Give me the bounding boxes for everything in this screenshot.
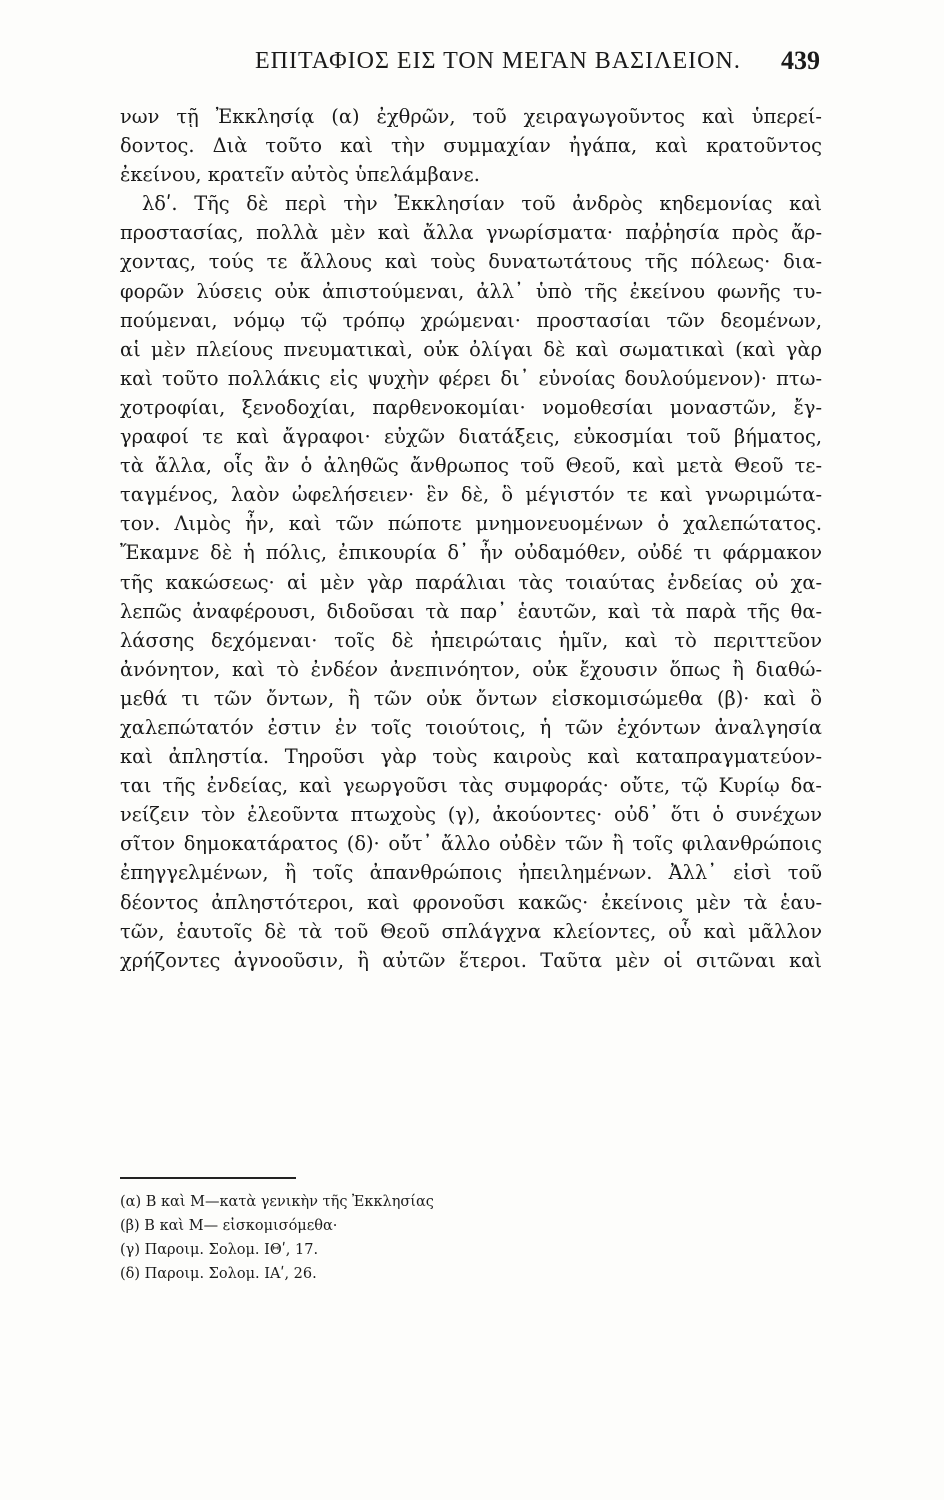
- text-line: φορῶν λύσεις οὐκ ἀπιστούμεναι, ἀλλ᾽ ὑπὸ τῆς ἐκείνου φωνῆς τυ-: [120, 279, 822, 303]
- running-title: ΕΠΙΤΑΦΙΟΣ ΕΙΣ ΤΟΝ ΜΕΓΑΝ ΒΑΣΙΛΕΙΟΝ.: [255, 48, 741, 74]
- text-line: καὶ τοῦτο πολλάκις εἰς ψυχὴν φέρει δι᾽ εὐνοίας δουλούμενον)· πτω-: [120, 366, 822, 390]
- text-line: χοντας, τούς τε ἄλλους καὶ τοὺς δυνατωτάτους τῆς πόλεως· δια-: [120, 250, 822, 274]
- text-line: προστασίας, πολλὰ μὲν καὶ ἄλλα γνωρίσματα· παῤῥησία πρὸς ἄρ-: [120, 221, 822, 245]
- footnote-divider: [120, 1177, 296, 1179]
- text-line: ται τῆς ἐνδείας, καὶ γεωργοῦσι τὰς συμφοράς· οὔτε, τῷ Κυρίῳ δα-: [120, 774, 822, 798]
- text-line: σῖτον δημοκατάρατος (δ)· οὔτ᾽ ἄλλο οὐδὲν τῶν ἢ τοῖς φιλανθρώποις: [120, 832, 822, 856]
- text-line: δέοντος ἀπληστότεροι, καὶ φρονοῦσι κακῶς· ἐκείνοις μὲν τὰ ἑαυ-: [120, 890, 822, 914]
- text-line: τον. Λιμὸς ἦν, καὶ τῶν πώποτε μνημονευομένων ὁ χαλεπώτατος.: [120, 512, 822, 536]
- text-line: δοντος. Διὰ τοῦτο καὶ τὴν συμμαχίαν ἠγάπα, καὶ κρατοῦντος: [120, 134, 822, 158]
- text-line: ἐκείνου, κρατεῖν αὐτὸς ὑπελάμβανε.: [120, 163, 480, 187]
- footnote-d: (δ) Παροιμ. Σολομ. ΙΑʹ, 26.: [120, 1266, 317, 1282]
- running-header: [120, 48, 820, 88]
- text-line: χαλεπώτατόν ἐστιν ἐν τοῖς τοιούτοις, ἡ τῶν ἐχόντων ἀναλγησία: [120, 715, 822, 739]
- body-text: [120, 102, 822, 975]
- text-line: Ἔκαμνε δὲ ἡ πόλις, ἐπικουρία δ᾽ ἦν οὐδαμόθεν, οὐδέ τι φάρμακον: [120, 541, 822, 565]
- section-start-line: λδʹ. Τῆς δὲ περὶ τὴν Ἐκκλησίαν τοῦ ἀνδρὸς κηδεμονίας καὶ: [142, 192, 822, 216]
- text-line: νείζειν τὸν ἐλεοῦντα πτωχοὺς (γ), ἀκούοντες· οὐδ᾽ ὅτι ὁ συνέχων: [120, 803, 822, 827]
- text-line: πούμεναι, νόμῳ τῷ τρόπῳ χρώμεναι· προστασίαι τῶν δεομένων,: [120, 308, 822, 332]
- text-line: τῶν, ἑαυτοῖς δὲ τὰ τοῦ Θεοῦ σπλάγχνα κλείοντες, οὗ καὶ μᾶλλον: [120, 919, 822, 943]
- text-line: χρήζοντες ἀγνοοῦσιν, ἢ αὐτῶν ἕτεροι. Ταῦτα μὲν οἱ σιτῶναι καὶ: [120, 948, 822, 972]
- text-line: λάσσης δεχόμεναι· τοῖς δὲ ἠπειρώταις ἡμῖν, καὶ τὸ περιττεῦον: [120, 628, 822, 652]
- text-line: ἀνόνητον, καὶ τὸ ἐνδέον ἀνεπινόητον, οὐκ ἔχουσιν ὅπως ἢ διαθώ-: [120, 657, 822, 681]
- text-line: νων τῇ Ἐκκλησίᾳ (α) ἐχθρῶν, τοῦ χειραγωγοῦντος καὶ ὑπερεί-: [120, 105, 822, 128]
- text-line: καὶ ἀπληστία. Τηροῦσι γὰρ τοὺς καιροὺς καὶ καταπραγματεύον-: [120, 745, 822, 769]
- text-line: χοτροφίαι, ξενοδοχίαι, παρθενοκομίαι· νομοθεσίαι μοναστῶν, ἔγ-: [120, 395, 822, 419]
- footnote-c: (γ) Παροιμ. Σολομ. ΙΘʹ, 17.: [120, 1242, 319, 1258]
- footnote-b: (β) Β καὶ Μ— εἰσκομισόμεθα·: [120, 1218, 338, 1234]
- text-line: λεπῶς ἀναφέρουσι, διδοῦσαι τὰ παρ᾽ ἑαυτῶν, καὶ τὰ παρὰ τῆς θα-: [120, 599, 822, 623]
- page-number: 439: [781, 46, 820, 75]
- text-line: μεθά τι τῶν ὄντων, ἢ τῶν οὐκ ὄντων εἰσκομισώμεθα (β)· καὶ ὃ: [120, 686, 822, 710]
- footnotes: [120, 1190, 620, 1286]
- text-line: αἱ μὲν πλείους πνευματικαὶ, οὐκ ὀλίγαι δὲ καὶ σωματικαὶ (καὶ γὰρ: [120, 337, 822, 361]
- text-line: γραφοί τε καὶ ἄγραφοι· εὐχῶν διατάξεις, εὐκοσμίαι τοῦ βήματος,: [120, 425, 822, 449]
- text-line: τῆς κακώσεως· αἱ μὲν γὰρ παράλιαι τὰς τοιαύτας ἐνδείας οὐ χα-: [120, 570, 822, 594]
- text-line: ταγμένος, λαὸν ὠφελήσειεν· ἓν δὲ, ὃ μέγιστόν τε καὶ γνωριμώτα-: [120, 483, 822, 507]
- text-line: τὰ ἄλλα, οἷς ἂν ὁ ἀληθῶς ἄνθρωπος τοῦ Θεοῦ, καὶ μετὰ Θεοῦ τε-: [120, 454, 822, 478]
- text-line: ἐπηγγελμένων, ἢ τοῖς ἀπανθρώποις ἠπειλημένων. Ἀλλ᾽ εἰσὶ τοῦ: [120, 861, 822, 885]
- footnote-a: (α) Β καὶ Μ—κατὰ γενικὴν τῆς Ἐκκλησίας: [120, 1194, 434, 1210]
